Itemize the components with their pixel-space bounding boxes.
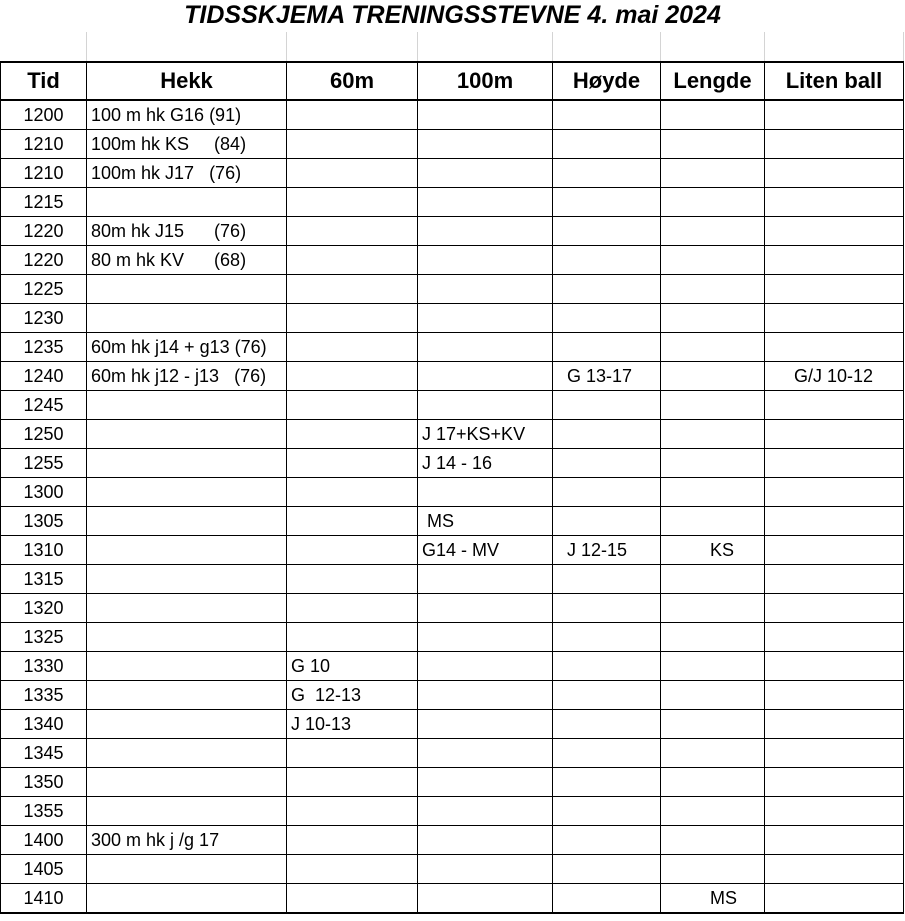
cell-lengde[interactable] bbox=[661, 362, 765, 391]
cell-60m[interactable] bbox=[287, 826, 418, 855]
cell-hoyde[interactable] bbox=[553, 188, 661, 217]
cell-hekk[interactable] bbox=[87, 478, 287, 507]
cell-100m[interactable] bbox=[418, 333, 553, 362]
cell-100m[interactable] bbox=[418, 362, 553, 391]
cell-liten-ball[interactable] bbox=[765, 275, 904, 304]
cell-hoyde[interactable] bbox=[553, 739, 661, 768]
cell-liten-ball[interactable] bbox=[765, 855, 904, 884]
cell-liten-ball[interactable] bbox=[765, 565, 904, 594]
cell-60m[interactable] bbox=[287, 275, 418, 304]
cell-100m[interactable] bbox=[418, 623, 553, 652]
cell-hekk[interactable] bbox=[87, 797, 287, 826]
schedule-row bbox=[1, 652, 904, 681]
cell-lengde[interactable] bbox=[661, 217, 765, 246]
schedule-row bbox=[1, 246, 904, 275]
schedule-row bbox=[1, 710, 904, 739]
cell-tid[interactable]: 1325 bbox=[1, 623, 87, 652]
cell-hekk[interactable] bbox=[87, 681, 287, 710]
cell-hoyde[interactable]: J 12-15 bbox=[553, 536, 661, 565]
cell-liten-ball[interactable] bbox=[765, 304, 904, 333]
schedule-row bbox=[1, 362, 904, 391]
cell-liten-ball[interactable] bbox=[765, 507, 904, 536]
cell-60m[interactable] bbox=[287, 130, 418, 159]
cell-lengde[interactable] bbox=[661, 768, 765, 797]
cell-hekk[interactable] bbox=[87, 304, 287, 333]
empty-cell[interactable] bbox=[765, 32, 904, 62]
cell-tid[interactable]: 1245 bbox=[1, 391, 87, 420]
cell-hoyde[interactable] bbox=[553, 217, 661, 246]
schedule-row bbox=[1, 739, 904, 768]
cell-100m[interactable] bbox=[418, 826, 553, 855]
schedule-table bbox=[0, 32, 904, 914]
cell-liten-ball[interactable] bbox=[765, 100, 904, 130]
cell-liten-ball[interactable] bbox=[765, 594, 904, 623]
header-lengde[interactable]: Lengde bbox=[661, 62, 765, 100]
cell-tid[interactable]: 1300 bbox=[1, 478, 87, 507]
cell-100m[interactable] bbox=[418, 275, 553, 304]
schedule-row bbox=[1, 449, 904, 478]
header-60m[interactable]: 60m bbox=[287, 62, 418, 100]
cell-hoyde[interactable] bbox=[553, 333, 661, 362]
cell-tid[interactable]: 1210 bbox=[1, 159, 87, 188]
cell-lengde[interactable] bbox=[661, 826, 765, 855]
cell-60m[interactable] bbox=[287, 565, 418, 594]
cell-60m[interactable] bbox=[287, 188, 418, 217]
cell-hekk[interactable] bbox=[87, 507, 287, 536]
cell-hoyde[interactable] bbox=[553, 652, 661, 681]
cell-hoyde[interactable]: G 13-17 bbox=[553, 362, 661, 391]
cell-tid[interactable]: 1345 bbox=[1, 739, 87, 768]
cell-100m[interactable]: G14 - MV bbox=[418, 536, 553, 565]
cell-tid[interactable]: 1410 bbox=[1, 884, 87, 914]
cell-lengde[interactable] bbox=[661, 100, 765, 130]
schedule-title: TIDSSKJEMA TRENINGSSTEVNE 4. mai 2024 bbox=[184, 1, 721, 29]
cell-lengde[interactable] bbox=[661, 246, 765, 275]
cell-60m[interactable] bbox=[287, 855, 418, 884]
schedule-body bbox=[1, 32, 904, 913]
header-tid[interactable]: Tid bbox=[1, 62, 87, 100]
cell-lengde[interactable] bbox=[661, 855, 765, 884]
cell-liten-ball[interactable] bbox=[765, 449, 904, 478]
cell-60m[interactable] bbox=[287, 768, 418, 797]
cell-liten-ball[interactable] bbox=[765, 188, 904, 217]
cell-hekk[interactable] bbox=[87, 768, 287, 797]
cell-lengde[interactable] bbox=[661, 275, 765, 304]
schedule-row bbox=[1, 884, 904, 914]
blank-row bbox=[1, 32, 904, 62]
cell-100m[interactable] bbox=[418, 855, 553, 884]
cell-hoyde[interactable] bbox=[553, 449, 661, 478]
empty-cell[interactable] bbox=[418, 32, 553, 62]
cell-tid[interactable]: 1230 bbox=[1, 304, 87, 333]
cell-60m[interactable] bbox=[287, 507, 418, 536]
cell-100m[interactable] bbox=[418, 681, 553, 710]
cell-hoyde[interactable] bbox=[553, 304, 661, 333]
cell-hoyde[interactable] bbox=[553, 623, 661, 652]
cell-tid[interactable]: 1210 bbox=[1, 130, 87, 159]
cell-liten-ball[interactable] bbox=[765, 623, 904, 652]
cell-liten-ball[interactable] bbox=[765, 681, 904, 710]
cell-hekk[interactable]: 60m hk j14 + g13 (76) bbox=[87, 333, 287, 362]
schedule-row bbox=[1, 855, 904, 884]
cell-100m[interactable] bbox=[418, 391, 553, 420]
cell-100m[interactable] bbox=[418, 159, 553, 188]
cell-liten-ball[interactable] bbox=[765, 797, 904, 826]
cell-100m[interactable] bbox=[418, 652, 553, 681]
cell-hoyde[interactable] bbox=[553, 768, 661, 797]
cell-60m[interactable] bbox=[287, 449, 418, 478]
cell-100m[interactable] bbox=[418, 246, 553, 275]
schedule-row bbox=[1, 594, 904, 623]
cell-tid[interactable]: 1225 bbox=[1, 275, 87, 304]
cell-hoyde[interactable] bbox=[553, 507, 661, 536]
cell-hoyde[interactable] bbox=[553, 594, 661, 623]
cell-liten-ball[interactable] bbox=[765, 884, 904, 914]
schedule-row bbox=[1, 130, 904, 159]
cell-hekk[interactable] bbox=[87, 652, 287, 681]
cell-liten-ball[interactable] bbox=[765, 217, 904, 246]
cell-liten-ball[interactable] bbox=[765, 130, 904, 159]
cell-hekk[interactable]: 300 m hk j /g 17 bbox=[87, 826, 287, 855]
cell-100m[interactable]: J 14 - 16 bbox=[418, 449, 553, 478]
cell-lengde[interactable] bbox=[661, 565, 765, 594]
cell-lengde[interactable] bbox=[661, 188, 765, 217]
cell-60m[interactable] bbox=[287, 623, 418, 652]
schedule-row bbox=[1, 217, 904, 246]
cell-100m[interactable] bbox=[418, 768, 553, 797]
header-liten-ball[interactable]: Liten ball bbox=[765, 62, 904, 100]
cell-lengde[interactable] bbox=[661, 449, 765, 478]
cell-tid[interactable]: 1330 bbox=[1, 652, 87, 681]
cell-lengde[interactable] bbox=[661, 797, 765, 826]
cell-hoyde[interactable] bbox=[553, 710, 661, 739]
cell-liten-ball[interactable] bbox=[765, 652, 904, 681]
cell-lengde[interactable]: KS bbox=[661, 536, 765, 565]
schedule-row bbox=[1, 565, 904, 594]
cell-60m[interactable] bbox=[287, 420, 418, 449]
cell-liten-ball[interactable] bbox=[765, 333, 904, 362]
cell-tid[interactable]: 1250 bbox=[1, 420, 87, 449]
cell-100m[interactable] bbox=[418, 478, 553, 507]
schedule-row bbox=[1, 391, 904, 420]
cell-lengde[interactable] bbox=[661, 623, 765, 652]
cell-hoyde[interactable] bbox=[553, 565, 661, 594]
cell-liten-ball[interactable] bbox=[765, 826, 904, 855]
cell-60m[interactable] bbox=[287, 478, 418, 507]
schedule-row bbox=[1, 100, 904, 130]
cell-tid[interactable]: 1310 bbox=[1, 536, 87, 565]
cell-liten-ball[interactable] bbox=[765, 739, 904, 768]
cell-tid[interactable]: 1355 bbox=[1, 797, 87, 826]
cell-60m[interactable] bbox=[287, 304, 418, 333]
cell-hekk[interactable] bbox=[87, 449, 287, 478]
cell-tid[interactable]: 1320 bbox=[1, 594, 87, 623]
cell-liten-ball[interactable] bbox=[765, 478, 904, 507]
cell-60m[interactable] bbox=[287, 100, 418, 130]
schedule-row bbox=[1, 507, 904, 536]
cell-liten-ball[interactable] bbox=[765, 768, 904, 797]
cell-hekk[interactable]: 80m hk J15 (76) bbox=[87, 217, 287, 246]
empty-cell[interactable] bbox=[553, 32, 661, 62]
schedule-row bbox=[1, 536, 904, 565]
cell-100m[interactable] bbox=[418, 304, 553, 333]
cell-lengde[interactable] bbox=[661, 130, 765, 159]
cell-hekk[interactable] bbox=[87, 536, 287, 565]
header-hoyde[interactable]: Høyde bbox=[553, 62, 661, 100]
cell-hoyde[interactable] bbox=[553, 855, 661, 884]
cell-hekk[interactable] bbox=[87, 420, 287, 449]
cell-60m[interactable] bbox=[287, 362, 418, 391]
schedule-row bbox=[1, 159, 904, 188]
cell-100m[interactable]: J 17+KS+KV bbox=[418, 420, 553, 449]
cell-tid[interactable]: 1255 bbox=[1, 449, 87, 478]
cell-60m[interactable] bbox=[287, 333, 418, 362]
cell-hoyde[interactable] bbox=[553, 884, 661, 914]
cell-hekk[interactable] bbox=[87, 855, 287, 884]
cell-tid[interactable]: 1335 bbox=[1, 681, 87, 710]
cell-liten-ball[interactable] bbox=[765, 159, 904, 188]
schedule-row bbox=[1, 333, 904, 362]
cell-100m[interactable] bbox=[418, 100, 553, 130]
cell-100m[interactable] bbox=[418, 884, 553, 914]
schedule-row bbox=[1, 420, 904, 449]
cell-lengde[interactable] bbox=[661, 333, 765, 362]
schedule-row bbox=[1, 681, 904, 710]
cell-tid[interactable]: 1220 bbox=[1, 246, 87, 275]
cell-100m[interactable] bbox=[418, 797, 553, 826]
cell-lengde[interactable] bbox=[661, 420, 765, 449]
cell-lengde[interactable] bbox=[661, 681, 765, 710]
cell-60m[interactable] bbox=[287, 246, 418, 275]
cell-60m[interactable] bbox=[287, 391, 418, 420]
cell-lengde[interactable] bbox=[661, 710, 765, 739]
cell-hekk[interactable]: 100 m hk G16 (91) bbox=[87, 100, 287, 130]
cell-100m[interactable] bbox=[418, 188, 553, 217]
cell-tid[interactable]: 1240 bbox=[1, 362, 87, 391]
cell-hekk[interactable] bbox=[87, 391, 287, 420]
cell-hoyde[interactable] bbox=[553, 420, 661, 449]
cell-tid[interactable]: 1215 bbox=[1, 188, 87, 217]
cell-lengde[interactable] bbox=[661, 652, 765, 681]
empty-cell[interactable] bbox=[287, 32, 418, 62]
cell-liten-ball[interactable]: G/J 10-12 bbox=[765, 362, 904, 391]
cell-tid[interactable]: 1220 bbox=[1, 217, 87, 246]
cell-lengde[interactable] bbox=[661, 594, 765, 623]
cell-hoyde[interactable] bbox=[553, 159, 661, 188]
header-row bbox=[1, 62, 904, 100]
cell-100m[interactable] bbox=[418, 739, 553, 768]
cell-hekk[interactable] bbox=[87, 884, 287, 914]
cell-60m[interactable]: G 10 bbox=[287, 652, 418, 681]
schedule-row bbox=[1, 275, 904, 304]
cell-lengde[interactable] bbox=[661, 304, 765, 333]
empty-cell[interactable] bbox=[661, 32, 765, 62]
cell-lengde[interactable]: MS bbox=[661, 884, 765, 914]
cell-lengde[interactable] bbox=[661, 507, 765, 536]
header-hekk[interactable]: Hekk bbox=[87, 62, 287, 100]
schedule-row bbox=[1, 304, 904, 333]
cell-liten-ball[interactable] bbox=[765, 710, 904, 739]
cell-hekk[interactable]: 100m hk KS (84) bbox=[87, 130, 287, 159]
cell-100m[interactable] bbox=[418, 565, 553, 594]
cell-hoyde[interactable] bbox=[553, 478, 661, 507]
cell-hoyde[interactable] bbox=[553, 826, 661, 855]
cell-hekk[interactable]: 60m hk j12 - j13 (76) bbox=[87, 362, 287, 391]
cell-60m[interactable] bbox=[287, 884, 418, 914]
empty-cell[interactable] bbox=[1, 32, 87, 62]
cell-hekk[interactable] bbox=[87, 594, 287, 623]
cell-tid[interactable]: 1405 bbox=[1, 855, 87, 884]
cell-60m[interactable] bbox=[287, 159, 418, 188]
schedule-row bbox=[1, 623, 904, 652]
cell-tid[interactable]: 1235 bbox=[1, 333, 87, 362]
schedule-row bbox=[1, 826, 904, 855]
cell-hekk[interactable] bbox=[87, 739, 287, 768]
cell-100m[interactable] bbox=[418, 594, 553, 623]
cell-hekk[interactable] bbox=[87, 275, 287, 304]
cell-hekk[interactable]: 80 m hk KV (68) bbox=[87, 246, 287, 275]
cell-liten-ball[interactable] bbox=[765, 246, 904, 275]
cell-hoyde[interactable] bbox=[553, 275, 661, 304]
cell-liten-ball[interactable] bbox=[765, 420, 904, 449]
cell-60m[interactable]: J 10-13 bbox=[287, 710, 418, 739]
cell-100m[interactable]: MS bbox=[418, 507, 553, 536]
cell-100m[interactable] bbox=[418, 710, 553, 739]
cell-60m[interactable] bbox=[287, 797, 418, 826]
cell-lengde[interactable] bbox=[661, 739, 765, 768]
cell-lengde[interactable] bbox=[661, 159, 765, 188]
cell-tid[interactable]: 1305 bbox=[1, 507, 87, 536]
cell-hoyde[interactable] bbox=[553, 246, 661, 275]
empty-cell[interactable] bbox=[87, 32, 287, 62]
cell-100m[interactable] bbox=[418, 130, 553, 159]
schedule-row bbox=[1, 188, 904, 217]
cell-tid[interactable]: 1340 bbox=[1, 710, 87, 739]
cell-100m[interactable] bbox=[418, 217, 553, 246]
schedule-row bbox=[1, 797, 904, 826]
cell-lengde[interactable] bbox=[661, 478, 765, 507]
cell-60m[interactable] bbox=[287, 594, 418, 623]
cell-hoyde[interactable] bbox=[553, 681, 661, 710]
cell-hoyde[interactable] bbox=[553, 391, 661, 420]
cell-hoyde[interactable] bbox=[553, 130, 661, 159]
cell-liten-ball[interactable] bbox=[765, 536, 904, 565]
cell-hoyde[interactable] bbox=[553, 100, 661, 130]
cell-60m[interactable] bbox=[287, 536, 418, 565]
cell-60m[interactable]: G 12-13 bbox=[287, 681, 418, 710]
schedule-row bbox=[1, 478, 904, 507]
cell-tid[interactable]: 1400 bbox=[1, 826, 87, 855]
cell-tid[interactable]: 1350 bbox=[1, 768, 87, 797]
cell-tid[interactable]: 1200 bbox=[1, 100, 87, 130]
cell-hekk[interactable] bbox=[87, 623, 287, 652]
cell-hekk[interactable] bbox=[87, 565, 287, 594]
cell-hoyde[interactable] bbox=[553, 797, 661, 826]
cell-60m[interactable] bbox=[287, 739, 418, 768]
cell-hekk[interactable]: 100m hk J17 (76) bbox=[87, 159, 287, 188]
cell-lengde[interactable] bbox=[661, 391, 765, 420]
cell-hekk[interactable] bbox=[87, 188, 287, 217]
header-100m[interactable]: 100m bbox=[418, 62, 553, 100]
cell-hekk[interactable] bbox=[87, 710, 287, 739]
schedule-row bbox=[1, 768, 904, 797]
cell-liten-ball[interactable] bbox=[765, 391, 904, 420]
cell-60m[interactable] bbox=[287, 217, 418, 246]
cell-tid[interactable]: 1315 bbox=[1, 565, 87, 594]
